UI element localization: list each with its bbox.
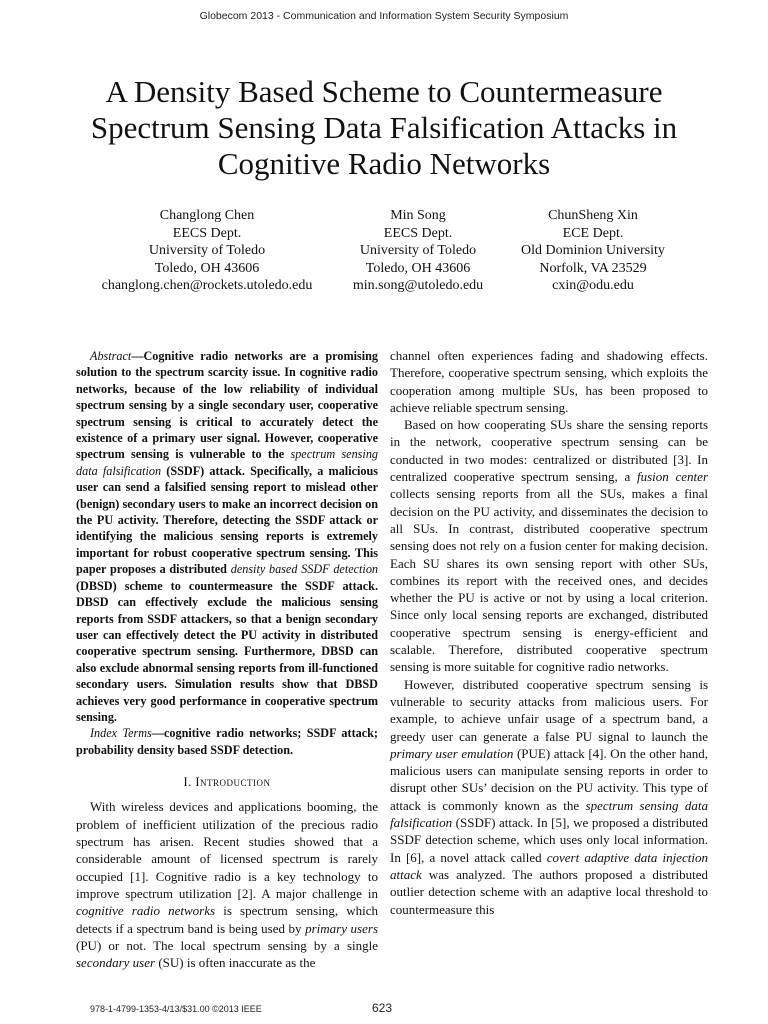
author-email[interactable]: cxin@odu.edu xyxy=(552,278,634,294)
author-city: Toledo, OH 43606 xyxy=(365,260,471,276)
footer-isbn: 978-1-4799-1353-4/13/$31.00 ©2013 IEEE xyxy=(90,1004,262,1014)
author-email[interactable]: min.song@utoledo.edu xyxy=(352,278,484,294)
author-email[interactable]: changlong.chen@rockets.utoledo.edu xyxy=(101,278,313,294)
author-name: Changlong Chen xyxy=(159,208,255,223)
author-dept: EECS Dept. xyxy=(172,225,242,241)
section-heading: I. Introduction xyxy=(183,775,271,790)
title-line-3: Cognitive Radio Networks xyxy=(217,146,551,181)
index-terms-label: Index Terms xyxy=(90,726,152,741)
body-paragraph: channel often experiences fading and shadowing effects. Therefore, cooperative spectrum sensing, which exploits the cooperation among multiple SUs, has been proposed to achieve reliable spectrum sensing. xyxy=(390,348,708,415)
author-block-1 xyxy=(87,207,327,295)
abstract-paragraph: Abstract—Cognitive radio networks are a promising solution to the spectrum scarcity issue. In cognitive radio networks, because of the low reliability of individual spectrum sensing by a single secondary user, cooperative spectrum sensing is critical to accurately detect the existence of a primary user signal. However, cooperative spectrum sensing is vulnerable to the spectrum sensing data falsification (SSDF) attack. Specifically, a malicious user can send a falsified sensing report to mislead other (benign) secondary users to make an incorrect decision on the PU activity. Therefore, detecting the SSDF attack or identifying the malicious sensing reports is extremely important for robust cooperative spectrum sensing. This paper proposes a distributed density based SSDF detection (DBSD) scheme to countermeasure the SSDF attack. DBSD can effectively exclude the malicious sensing reports from SSDF attackers, so that a benign secondary user can effectively detect the PU activity in distributed cooperative spectrum sensing. Furthermore, DBSD can also exclude abnormal sensing reports from ill-functioned secondary users. Simulation results show that DBSD achieves very good performance in cooperative spectrum sensing. xyxy=(76,349,379,724)
author-name: ChunSheng Xin xyxy=(548,208,638,223)
page-number: 623 xyxy=(372,1001,393,1015)
author-name: Min Song xyxy=(390,208,446,223)
author-university: University of Toledo xyxy=(359,243,477,259)
author-dept: ECE Dept. xyxy=(562,225,624,241)
body-paragraph: Based on how cooperating SUs share the sensing reports in the network, cooperative spectrum sensing can be conducted in two modes: centralized or distributed [3]. In centralized cooperative spectrum sensing, a fusion center collects sensing reports from all the SUs, makes a final decision on the PU activity, and disseminates the decision to all SUs. In contrast, distributed cooperative spectrum sensing does not rely on a fusion center for making decision. Each SU shares its own sensing report with other SUs, combines its report with the received ones, and decides whether the PU is active or not by using a local criterion. Since only local sensing reports are exchanged, distributed cooperative spectrum sensing is energy-efficient and scalable. Therefore, distributed cooperative spectrum sensing is more suitable for cognitive radio networks. xyxy=(390,417,708,675)
body-paragraph: However, distributed cooperative spectrum sensing is vulnerable to security attacks from malicious users. For example, to achieve unfair usage of a spectrum band, a greedy user can generate a false PU signal to launch the primary user emulation (PUE) attack [4]. On the other hand, malicious users can manipulate sensing reports in order to disrupt other SUs’ decision on the PU activity. This type of attack is commonly known as the spectrum sensing data falsification (SSDF) attack. In [5], we proposed a distributed SSDF detection scheme, which uses only local information. In [6], a novel attack called covert adaptive data injection attack was analyzed. The authors proposed a distributed outlier detection scheme with an adaptive local threshold to countermeasure this xyxy=(390,676,708,917)
paper-title xyxy=(40,74,728,182)
author-university: Old Dominion University xyxy=(521,243,665,259)
author-city: Toledo, OH 43606 xyxy=(154,260,260,276)
conference-header: Globecom 2013 - Communication and Information System Security Symposium xyxy=(199,10,569,22)
right-column xyxy=(390,347,708,918)
index-terms: Index Terms—cognitive radio networks; SSDF attack; probability density based SSDF detection. xyxy=(76,726,378,757)
left-column xyxy=(76,348,378,971)
abstract xyxy=(76,348,378,758)
title-line-1: A Density Based Scheme to Countermeasure xyxy=(105,74,663,109)
author-city: Norfolk, VA 23529 xyxy=(539,260,647,276)
title-line-2: Spectrum Sensing Data Falsification Attacks in xyxy=(90,110,678,145)
author-university: University of Toledo xyxy=(148,243,266,259)
abstract-label: Abstract xyxy=(90,349,132,363)
intro-paragraph: With wireless devices and applications booming, the problem of inefficient utilization of the precious radio spectrum has arisen. Recent studies showed that a considerable amount of licensed spectrum is rarely occupied [1]. Cognitive radio is a key technology to improve spectrum utilization [2]. A major challenge in cognitive radio networks is spectrum sensing, which detects if a spectrum band is being used by primary users (PU) or not. The local spectrum sensing by a single secondary user (SU) is often inaccurate as the xyxy=(76,799,378,971)
author-dept: EECS Dept. xyxy=(383,225,453,241)
author-block-3 xyxy=(473,207,713,295)
